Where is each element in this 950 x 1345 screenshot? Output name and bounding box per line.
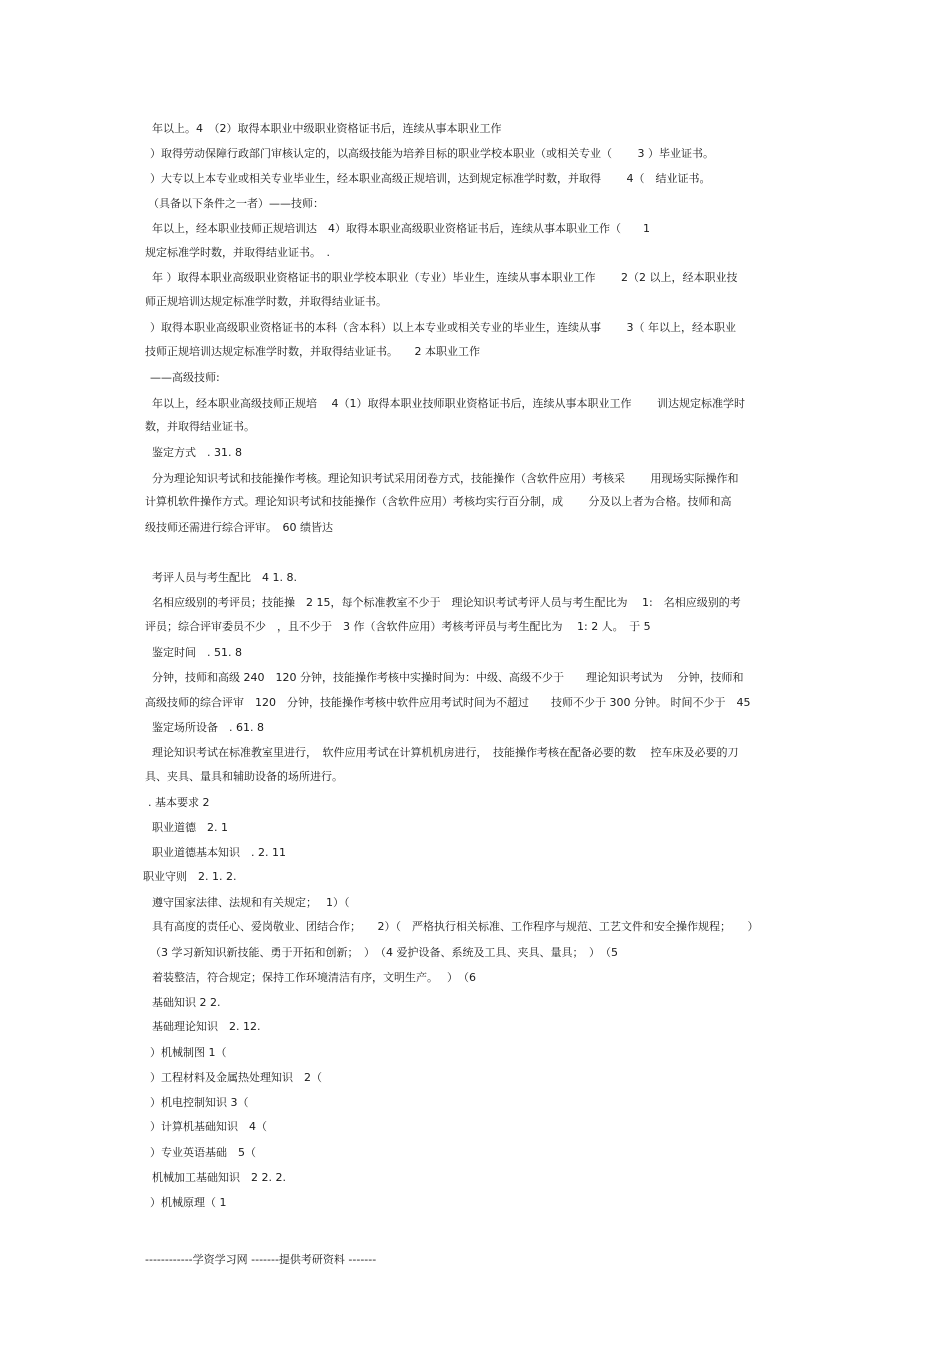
text-line: 着装整洁，符合规定；保持工作环境清洁有序，文明生产。 ） （6: [152, 971, 476, 984]
section-heading: 基础知识 2 2.: [152, 996, 221, 1009]
list-item: ）机电控制知识 3（: [150, 1096, 249, 1109]
section-heading: 机械加工基础知识 2 2. 2.: [152, 1171, 286, 1184]
text-line: 具有高度的责任心、爱岗敬业、团结合作； 2）（ 严格执行相关标准、工作程序与规范、工艺文件和安全操作规程； ）: [152, 920, 759, 933]
text-line: 评员；综合评审委员不少 ，且不少于 3 作（含软件应用）考核考评员与考生配比为 1: 2 人。 于 5: [145, 620, 651, 633]
text-line: 年以上。4 （2）取得本职业中级职业资格证书后，连续从事本职业工作: [152, 122, 502, 135]
text-line: 名相应级别的考评员；技能操 2 15，每个标准教室不少于 理论知识考试考评人员与考生配比为 1: 名相应级别的考: [152, 596, 741, 609]
text-line: 具、夹具、量具和辅助设备的场所进行。: [145, 770, 343, 783]
page-footer: ------------学资学习网 -------提供考研资料 -------: [145, 1253, 377, 1266]
text-line: 级技师还需进行综合评审。 60 绩皆达: [145, 521, 333, 534]
section-heading: 职业道德基本知识 . 2. 11: [152, 846, 286, 859]
list-item: ）工程材料及金属热处理知识 2（: [150, 1071, 322, 1084]
section-heading: 鉴定时间 . 51. 8: [152, 646, 242, 659]
text-line: 师正规培训达规定标准学时数，并取得结业证书。: [145, 295, 387, 308]
text-line: ）取得劳动保障行政部门审核认定的，以高级技能为培养目标的职业学校本职业（或相关专业（ 3 ）毕业证书。: [150, 147, 714, 160]
text-line: 年 ）取得本职业高级职业资格证书的职业学校本职业（专业）毕业生，连续从事本职业工作 2（2 以上，经本职业技: [152, 271, 738, 284]
text-line: 年以上，经本职业技师正规培训达 4）取得本职业高级职业资格证书后，连续从事本职业工作（ 1: [152, 222, 650, 235]
section-heading: 考评人员与考生配比 4 1. 8.: [152, 571, 297, 584]
section-heading: . 基本要求 2: [148, 796, 210, 809]
section-heading: 基础理论知识 2. 12.: [152, 1020, 261, 1033]
list-item: ）机械制图 1（: [150, 1046, 227, 1059]
text-line: （3 学习新知识新技能、勇于开拓和创新； ） （4 爱护设备、系统及工具、夹具、量具； ） （5: [150, 946, 618, 959]
text-line: 技师正规培训达规定标准学时数，并取得结业证书。 2 本职业工作: [145, 345, 480, 358]
text-line: 高级技师的综合评审 120 分钟，技能操作考核中软件应用考试时间为不超过 技师不少于 300 分钟。 时间不少于 45: [145, 696, 751, 709]
text-line: （具备以下条件之一者）——技师：: [148, 197, 324, 210]
section-heading: 职业守则 2. 1. 2.: [143, 870, 237, 883]
text-line: 规定标准学时数，并取得结业证书。 .: [145, 246, 330, 259]
text-line: ）大专以上本专业或相关专业毕业生，经本职业高级正规培训，达到规定标准学时数，并取得 4（ 结业证书。: [150, 172, 711, 185]
text-line: ——高级技师:: [150, 371, 220, 384]
text-line: ）取得本职业高级职业资格证书的本科（含本科）以上本专业或相关专业的毕业生，连续从事 3（ 年以上，经本职业: [150, 321, 736, 334]
text-line: 分钟，技师和高级 240 120 分钟，技能操作考核中实操时间为：中级、高级不少于 理论知识考试为 分钟，技师和: [152, 671, 744, 684]
text-line: 理论知识考试在标准教室里进行， 软件应用考试在计算机机房进行， 技能操作考核在配备必要的数 控车床及必要的刀: [152, 746, 739, 759]
text-line: 年以上，经本职业高级技师正规培 4（1）取得本职业技师职业资格证书后，连续从事本职业工作 训达规定标准学时: [152, 397, 745, 410]
list-item: ）机械原理（ 1: [150, 1196, 227, 1209]
text-line: 遵守国家法律、法规和有关规定； 1）（: [152, 896, 350, 909]
text-line: 数，并取得结业证书。: [145, 420, 255, 433]
section-heading: 职业道德 2. 1: [152, 821, 228, 834]
list-item: ）专业英语基础 5（: [150, 1146, 256, 1159]
text-line: 计算机软件操作方式。理论知识考试和技能操作（含软件应用）考核均实行百分制，成 分及以上者为合格。技师和高: [145, 495, 732, 508]
section-heading: 鉴定方式 . 31. 8: [152, 446, 242, 459]
section-heading: 鉴定场所设备 . 61. 8: [152, 721, 264, 734]
text-line: 分为理论知识考试和技能操作考核。理论知识考试采用闭卷方式，技能操作（含软件应用）考核采 用现场实际操作和: [152, 472, 739, 485]
list-item: ）计算机基础知识 4（: [150, 1120, 267, 1133]
